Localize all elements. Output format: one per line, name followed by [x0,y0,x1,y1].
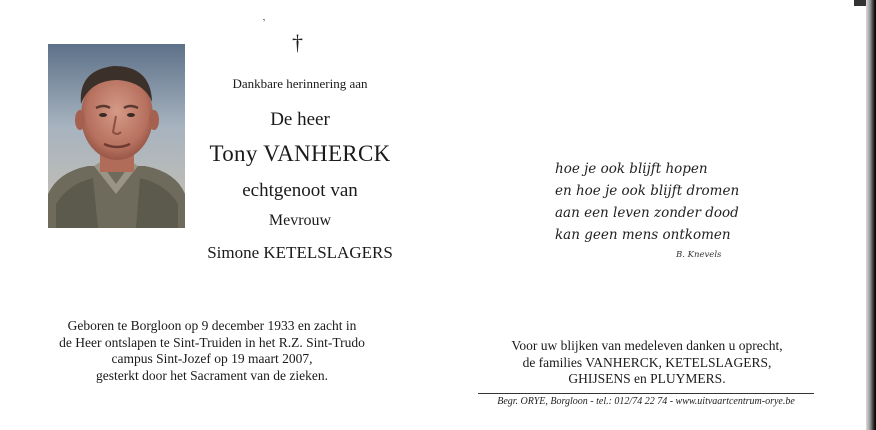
thanks-line: Voor uw blijken van medeleven danken u oprecht, [511,338,783,353]
poem-line: hoe je ook blijft hopen [555,161,708,177]
biography-line: gesterkt door het Sacrament van de zieken. [95,367,329,383]
poem [555,158,739,246]
deceased-title: De heer [270,109,330,130]
memorial-cross: † [292,30,303,55]
spouse-title: Mevrouw [268,212,332,229]
thanks-line: GHIJSENS en PLUYMERS. [568,371,726,386]
footer-divider [478,393,814,394]
scan-speck: , [260,11,267,24]
poem-line: en hoe je ook blijft dromen [555,183,740,199]
thanks-line: de families VANHERCK, KETELSLAGERS, [522,354,772,370]
portrait-illustration [48,44,185,228]
scan-corner-mark [854,0,866,6]
funeral-home-footer: Begr. ORYE, Borgloon - tel.: 012/74 22 74 - www.uitvaartcentrum-orye.be [497,396,795,407]
poem-line: aan een leven zonder dood [555,205,739,221]
thanks-note [480,338,814,388]
poem-line: kan geen mens ontkomen [555,227,731,243]
biography-line: de Heer ontslapen te Sint-Truiden in het R.Z. Sint-Trudo [59,334,365,350]
portrait-photo [48,44,185,228]
poem-author: B. Knevels [676,250,722,260]
scan-edge [866,0,876,430]
biography [42,318,382,384]
remembrance-intro: Dankbare herinnering aan [232,76,368,91]
biography-line: Geboren te Borgloon op 9 december 1933 en zacht in [67,318,357,333]
deceased-name: Tony VANHERCK [209,141,391,166]
relation-label: echtgenoot van [242,180,358,201]
biography-line: campus Sint-Jozef op 19 maart 2007, [111,351,313,366]
spouse-name: Simone KETELSLAGERS [207,243,393,262]
